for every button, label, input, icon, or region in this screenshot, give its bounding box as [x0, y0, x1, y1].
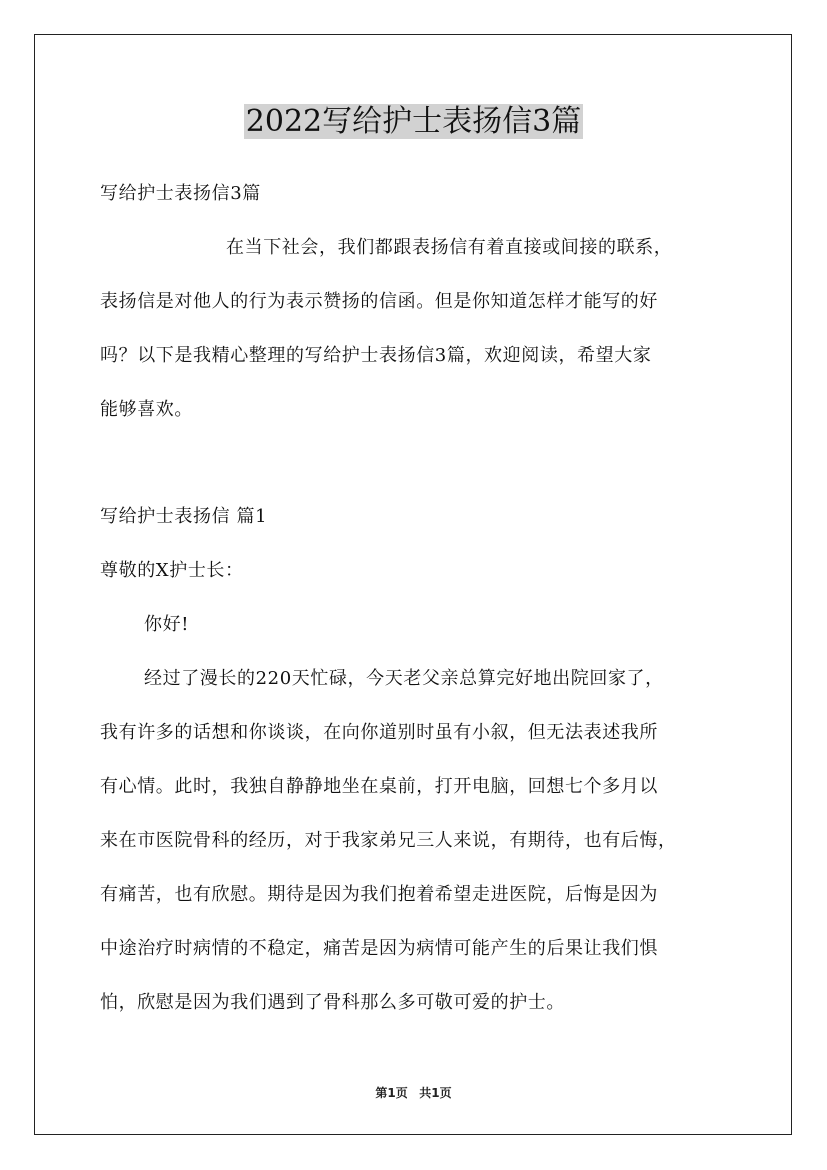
page-number: 第1页	[375, 1086, 408, 1100]
body-line: 有痛苦，也有欣慰。期待是因为我们抱着希望走进医院，后悔是因为	[100, 884, 658, 905]
document-title-text: 2022写给护士表扬信3篇	[245, 104, 582, 139]
letter-greeting: 你好!	[144, 614, 190, 635]
letter-body-paragraph	[100, 652, 740, 1030]
page-total: 共1页	[419, 1086, 452, 1100]
body-line: 经过了漫长的220天忙碌，今天老父亲总算完好地出院回家了，	[144, 668, 664, 689]
body-line: 中途治疗时病情的不稳定，痛苦是因为病情可能产生的后果让我们惧	[100, 938, 658, 959]
intro-line: 表扬信是对他人的行为表示赞扬的信函。但是你知道怎样才能写的好	[100, 291, 658, 312]
document-subtitle: 写给护士表扬信3篇	[100, 183, 261, 204]
body-line: 我有许多的话想和你谈谈，在向你道别时虽有小叙，但无法表述我所	[100, 722, 658, 743]
section-heading: 写给护士表扬信 篇1	[100, 506, 268, 527]
body-line: 怕，欣慰是因为我们遇到了骨科那么多可敬可爱的护士。	[100, 992, 565, 1013]
intro-line: 在当下社会，我们都跟表扬信有着直接或间接的联系，	[226, 237, 673, 258]
intro-line: 能够喜欢。	[100, 399, 193, 420]
body-line: 来在市医院骨科的经历，对于我家弟兄三人来说，有期待，也有后悔，	[100, 830, 677, 851]
letter-salutation: 尊敬的X护士长：	[100, 560, 244, 581]
intro-paragraph	[100, 221, 740, 437]
page-footer	[0, 1084, 827, 1101]
body-line: 有心情。此时，我独自静静地坐在桌前，打开电脑，回想七个多月以	[100, 776, 658, 797]
intro-line: 吗？以下是我精心整理的写给护士表扬信3篇，欢迎阅读，希望大家	[100, 345, 652, 366]
document-title	[0, 100, 827, 144]
